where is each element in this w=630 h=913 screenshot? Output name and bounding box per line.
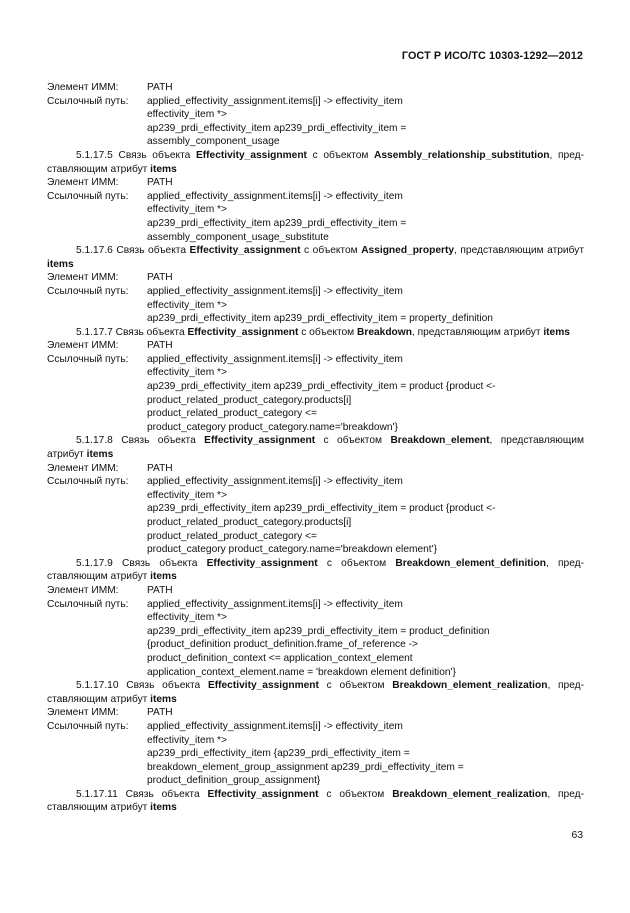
element-value: PATH: [147, 584, 173, 596]
clause-middle: с объектом: [306, 149, 375, 161]
clause-entity: Effectivity_assignment: [195, 149, 307, 161]
path-line: assembly_component_usage_substitute: [147, 231, 329, 243]
clause-prefix: 5.1.17.8 Связь объекта: [76, 435, 205, 447]
path-line: product_related_product_category.products[i]: [147, 517, 352, 528]
path-label: Ссылочный путь:: [47, 190, 129, 202]
clause-target: Breakdown_element_realization: [392, 680, 548, 692]
path-line: effectivity_item *>: [147, 734, 227, 746]
element-label: Элемент ИММ:: [47, 272, 119, 284]
clause-prefix: 5.1.17.10 Связь объекта: [76, 680, 208, 692]
clause-entity: Effectivity_assignment: [189, 245, 301, 257]
element-label: Элемент ИММ:: [47, 340, 119, 352]
element-label: Элемент ИММ:: [47, 584, 119, 596]
path-line: product_definition_context <= application_context_element: [147, 652, 413, 664]
path-line: ap239_prdi_effectivity_item ap239_prdi_effectivity_item = product_definition: [147, 625, 490, 637]
path-line: applied_effectivity_assignment.items[i] -> effectivity_item: [147, 190, 403, 202]
element-label: Элемент ИММ:: [47, 82, 119, 93]
path-line: effectivity_item *>: [147, 109, 227, 121]
clause-target: Assigned_property: [361, 245, 455, 257]
clause-attr: items: [150, 693, 177, 705]
clause-heading: [47, 149, 584, 176]
element-row: [47, 271, 584, 285]
clause-heading: [47, 244, 584, 271]
path-line: product_related_product_category <=: [147, 408, 317, 420]
clause-target: Assembly_relationship_substitution: [374, 149, 550, 161]
clause-attr: items: [150, 802, 177, 814]
element-label: Элемент ИММ:: [47, 462, 119, 474]
element-value: PATH: [147, 462, 173, 474]
clause-attr: items: [150, 163, 177, 175]
clause-suffix: , пред-ставляющим атрибут: [47, 788, 584, 814]
element-value: PATH: [147, 707, 173, 719]
path-row: [47, 95, 584, 109]
path-row: [47, 285, 584, 299]
element-row: [47, 176, 584, 190]
clause-target: Breakdown: [357, 326, 412, 338]
element-label: Элемент ИММ:: [47, 707, 119, 719]
clause-middle: с объектом: [317, 557, 396, 569]
clause-middle: с объектом: [315, 435, 391, 447]
path-line: {product_definition product_definition.frame_of_reference ->: [147, 639, 418, 651]
path-line: ap239_prdi_effectivity_item ap239_prdi_effectivity_item =: [147, 122, 407, 134]
clause-suffix: , представляющим атрибут: [411, 326, 544, 338]
path-line: applied_effectivity_assignment.items[i] -> effectivity_item: [147, 598, 403, 610]
clause-suffix: , пред-ставляющим атрибут: [47, 680, 584, 705]
clause-middle: с объектом: [318, 788, 393, 800]
clause-middle: с объектом: [298, 326, 357, 338]
path-label: Ссылочный путь:: [47, 598, 129, 610]
element-value: PATH: [147, 272, 173, 284]
element-value: PATH: [147, 82, 173, 93]
path-row: [47, 475, 584, 489]
clause-suffix: , представляющим атрибут: [454, 245, 584, 257]
element-row: [47, 462, 584, 476]
clause-prefix: 5.1.17.7 Связь объекта: [76, 326, 188, 338]
clause-entity: Effectivity_assignment: [187, 326, 299, 338]
path-line: ap239_prdi_effectivity_item ap239_prdi_effectivity_item = product {product <-: [147, 381, 496, 393]
clause-middle: с объектом: [300, 245, 362, 257]
path-line: applied_effectivity_assignment.items[i] -> effectivity_item: [147, 353, 403, 365]
path-line: product_category product_category.name='breakdown element'}: [147, 544, 437, 556]
path-line: product_category product_category.name='breakdown'}: [147, 421, 398, 433]
document-body: [47, 81, 584, 815]
path-line: product_related_product_category.products[i]: [147, 394, 352, 406]
clause-heading: [47, 557, 584, 584]
clause-entity: Effectivity_assignment: [204, 435, 316, 447]
element-row: [47, 706, 584, 720]
path-row: [47, 720, 584, 734]
clause-prefix: 5.1.17.6 Связь объекта: [76, 245, 190, 257]
clause-heading: [47, 679, 584, 706]
path-line: applied_effectivity_assignment.items[i] -> effectivity_item: [147, 476, 403, 488]
clause-target: Breakdown_element: [390, 435, 490, 447]
clause-heading: [47, 326, 584, 340]
standard-header: ГОСТ Р ИСО/ТС 10303-1292—2012: [401, 50, 583, 62]
path-line: effectivity_item *>: [147, 489, 227, 501]
element-label: Элемент ИММ:: [47, 177, 119, 189]
element-value: PATH: [147, 177, 173, 189]
clause-suffix: , представляющим атрибут: [47, 435, 584, 461]
clause-target: Breakdown_element_definition: [395, 557, 546, 569]
clause-attr: items: [47, 258, 74, 270]
clause-target: Breakdown_element_realization: [392, 788, 548, 800]
clause-heading: [47, 788, 584, 815]
path-row: [47, 353, 584, 367]
clause-attr: items: [543, 326, 570, 338]
element-row: [47, 339, 584, 353]
path-line: applied_effectivity_assignment.items[i] -> effectivity_item: [147, 285, 403, 297]
path-line: applied_effectivity_assignment.items[i] -> effectivity_item: [147, 95, 403, 107]
clause-entity: Effectivity_assignment: [207, 680, 319, 692]
clause-middle: с объектом: [318, 680, 393, 692]
clause-attr: items: [150, 571, 177, 583]
path-line: product_related_product_category <=: [147, 530, 317, 542]
clause-prefix: 5.1.17.5 Связь объекта: [76, 149, 196, 161]
path-line: applied_effectivity_assignment.items[i] -> effectivity_item: [147, 720, 403, 732]
path-line: assembly_component_usage: [147, 136, 280, 148]
path-line: ap239_prdi_effectivity_item {ap239_prdi_effectivity_item =: [147, 748, 410, 760]
path-label: Ссылочный путь:: [47, 476, 129, 488]
clause-entity: Effectivity_assignment: [206, 557, 318, 569]
path-line: effectivity_item *>: [147, 612, 227, 624]
path-label: Ссылочный путь:: [47, 95, 129, 107]
path-line: ap239_prdi_effectivity_item ap239_prdi_effectivity_item = product {product <-: [147, 503, 496, 515]
path-line: ap239_prdi_effectivity_item ap239_prdi_effectivity_item = property_definition: [147, 313, 493, 325]
path-label: Ссылочный путь:: [47, 720, 129, 732]
clause-suffix: , пред-ставляющим атрибут: [47, 149, 584, 175]
clause-suffix: , пред-ставляющим атрибут: [47, 557, 584, 583]
clause-attr: items: [86, 449, 114, 461]
clause-entity: Effectivity_assignment: [207, 788, 319, 800]
clause-heading: [47, 434, 584, 461]
element-row: [47, 81, 584, 95]
path-line: application_context_element.name = 'breakdown element definition'}: [147, 666, 456, 678]
path-row: [47, 190, 584, 204]
path-line: effectivity_item *>: [147, 204, 227, 216]
path-line: ap239_prdi_effectivity_item ap239_prdi_effectivity_item =: [147, 217, 407, 229]
element-value: PATH: [147, 340, 173, 352]
path-label: Ссылочный путь:: [47, 353, 129, 365]
path-line: product_definition_group_assignment}: [147, 775, 321, 787]
path-label: Ссылочный путь:: [47, 285, 129, 297]
clause-prefix: 5.1.17.11 Связь объекта: [76, 788, 208, 800]
clause-prefix: 5.1.17.9 Связь объекта: [76, 557, 207, 569]
path-line: effectivity_item *>: [147, 299, 227, 311]
element-row: [47, 584, 584, 598]
path-row: [47, 598, 584, 612]
page-number: 63: [571, 830, 583, 841]
path-line: effectivity_item *>: [147, 367, 227, 379]
path-line: breakdown_element_group_assignment ap239_prdi_effectivity_item =: [147, 761, 464, 773]
